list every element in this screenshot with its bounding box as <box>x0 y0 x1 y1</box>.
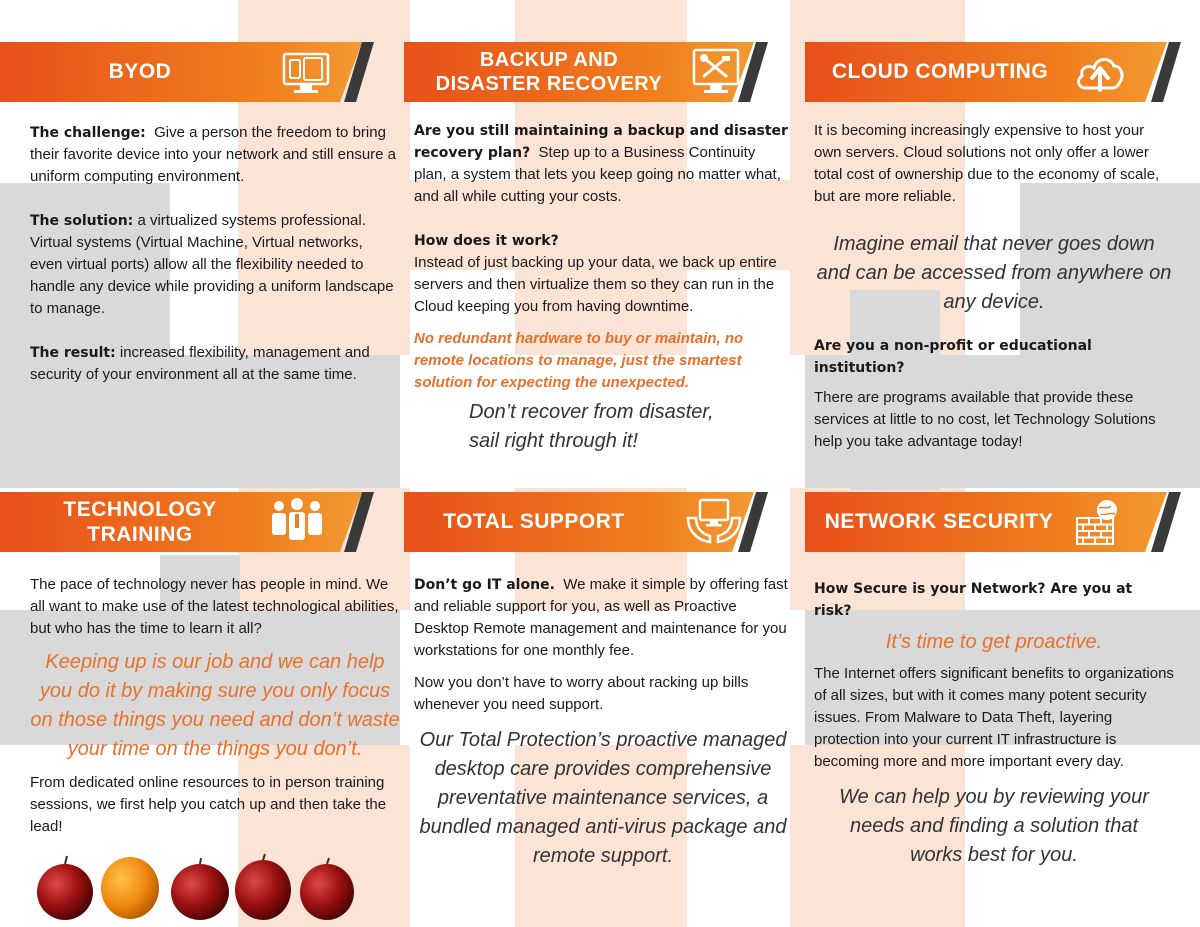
cloud-question-lead: Are you a non-profit or educational institution? <box>814 338 1092 376</box>
security-question: How Secure is your Network? Are you at risk? <box>814 581 1133 619</box>
byod-challenge-text: Give a person the freedom to bring their favorite device into your network and still ensure a uniform computing environment. <box>30 124 397 185</box>
support-text1: We make it simple by offering fast and reliable support for you, as well as Proactive Desktop Remote management and maintenance for you workstations for one monthly fee. <box>414 576 788 659</box>
support-para1 <box>414 574 792 662</box>
cloud-intro: It is becoming increasingly expensive to host your own servers. Cloud solutions not only offer a lower total cost of ownership due to the economy of scale, but are more reliable. <box>814 122 1160 205</box>
support-title: TOTAL SUPPORT <box>443 510 625 534</box>
backup-title-line2: DISASTER RECOVERY <box>435 73 663 95</box>
security-quote: We can help you by reviewing your needs and finding a solution that works best for you. <box>839 786 1149 866</box>
orange <box>101 857 159 919</box>
training-quote: Keeping up is our job and we can help you do it by making sure you only focus on those things you need and don’t waste your time on the things you don’t. <box>30 651 400 760</box>
support-text2: Now you don’t have to worry about racking up bills whenever you need support. <box>414 674 749 713</box>
training-header <box>0 492 380 552</box>
training-content <box>30 574 400 860</box>
byod-solution-lead: The solution: <box>30 213 134 229</box>
byod-header <box>0 42 380 102</box>
cloud-quote: Imagine email that never goes down and can be accessed from anywhere on any device. <box>816 233 1172 313</box>
security-content <box>814 578 1174 892</box>
support-lead: Don’t go IT alone. <box>414 577 555 593</box>
backup-quote-line1: Don’t recover from disaster, <box>469 401 714 423</box>
cloud-title: CLOUD COMPUTING <box>831 60 1049 84</box>
byod-content <box>30 122 398 408</box>
byod-result-lead: The result: <box>30 345 116 361</box>
apples-and-orange-image <box>35 852 365 922</box>
backup-header <box>404 42 774 102</box>
cloud-content <box>814 120 1174 475</box>
backup-content <box>414 120 792 456</box>
backup-how-text: Instead of just backing up your data, we back up entire servers and then virtualize them so they can run in the Cloud keeping you from having downtime. <box>414 254 777 315</box>
apple-1 <box>37 856 93 920</box>
backup-title-line1: BACKUP AND <box>479 49 619 71</box>
apple-3 <box>235 854 291 920</box>
tools-monitor-icon <box>690 46 742 98</box>
backup-question <box>414 120 792 208</box>
byod-title: BYOD <box>108 60 172 84</box>
training-intro: The pace of technology never has people in mind. We all want to make use of the latest technological abilities, but who has the time to learn it all? <box>30 576 399 637</box>
backup-question-lead: Are you still maintaining a backup and disaster recovery plan? <box>414 123 788 161</box>
cloud-question-text: There are programs available that provide these services at little to no cost, let Technology Solutions help you take advantage today! <box>814 389 1156 450</box>
cloud-upload-icon <box>1069 46 1131 98</box>
byod-result-text: increased flexibility, management and security of your environment all at the same time. <box>30 344 370 383</box>
apple-2 <box>171 858 229 920</box>
byod-solution <box>30 210 398 320</box>
support-quote: Our Total Protection’s proactive managed desktop care provides comprehensive preventative maintenance services, a bundled managed anti-virus package and remote support. <box>419 729 787 867</box>
security-text: The Internet offers significant benefits to organizations of all sizes, but with it comes many potent security issues. From Malware to Data Theft, layering protection into your current IT infrastructure is becoming more and more important every day. <box>814 665 1174 770</box>
backup-how <box>414 230 792 318</box>
devices-icon <box>280 46 332 98</box>
hands-monitor-icon <box>684 496 744 548</box>
training-title-line2: TRAINING <box>87 523 193 546</box>
backup-question-text: Step up to a Business Continuity plan, a system that lets you keep going no matter what, and all while cutting your costs. <box>414 144 781 205</box>
backup-title <box>404 42 694 102</box>
byod-solution-text: a virtualized systems professional. Virtual systems (Virtual Machine, Virtual networks, even virtual ports) allow all the flexibility needed to handle any device while providing a uniform landscape to manage. <box>30 212 394 317</box>
apple-4 <box>300 858 354 920</box>
security-orange-quote: It’s time to get proactive. <box>885 631 1103 653</box>
training-title-line1: TECHNOLOGY <box>63 497 217 521</box>
support-header <box>404 492 774 552</box>
training-title <box>0 492 280 552</box>
backup-quote <box>414 398 792 456</box>
training-outro: From dedicated online resources to in person training sessions, we first help you catch up and then take the lead! <box>30 774 387 835</box>
byod-challenge-lead: The challenge: <box>30 125 146 141</box>
backup-orange-text: No redundant hardware to buy or maintain, no remote locations to manage, just the smartest solution for expecting the unexpected. <box>414 330 744 391</box>
byod-result <box>30 342 398 386</box>
backup-how-lead: How does it work? <box>414 233 559 249</box>
byod-challenge <box>30 122 398 188</box>
people-icon <box>266 496 328 548</box>
cloud-header <box>805 42 1185 102</box>
backup-quote-line2: sail right through it! <box>469 430 638 452</box>
firewall-globe-icon <box>1073 496 1125 548</box>
security-header <box>805 492 1185 552</box>
support-content <box>414 574 792 893</box>
security-title: NETWORK SECURITY <box>824 510 1054 534</box>
